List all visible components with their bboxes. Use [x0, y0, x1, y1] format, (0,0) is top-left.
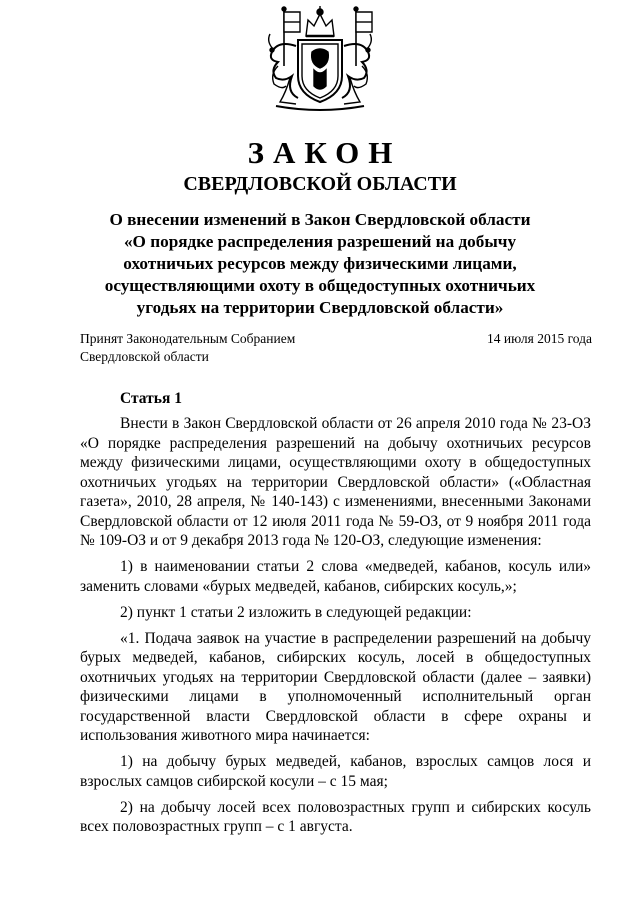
subject-line: охотничьих ресурсов между физическими лицами,	[123, 254, 517, 273]
adoption-date: 14 июля 2015 года	[487, 331, 592, 346]
adoption-body-line: Принят Законодательным Собранием	[80, 331, 296, 346]
article-body	[80, 414, 591, 843]
law-subject	[80, 209, 560, 319]
subject-line: О внесении изменений в Закон Свердловской области	[109, 210, 531, 229]
article-heading: Статья 1	[120, 390, 182, 407]
adoption-body	[80, 330, 295, 366]
article-paragraph: «1. Подача заявок на участие в распределении разрешений на добычу бурых медведей, кабанов, сибирских косуль, лосей в общедоступных охотничьих угодьях на территории Свердловской области (далее – заявки) физическими лицами в уполномоченный исполнительный орган государственной власти Свердловской области в сфере охраны и использования животного мира начинается:	[80, 629, 591, 744]
subject-line: «О порядке распределения разрешений на добычу	[123, 232, 517, 251]
law-region-title: СВЕРДЛОВСКОЙ ОБЛАСТИ	[183, 173, 457, 195]
law-title: ЗАКОН	[247, 135, 402, 170]
article-paragraph: 2) пункт 1 статьи 2 изложить в следующей редакции:	[120, 603, 472, 621]
subject-line: осуществляющими охоту в общедоступных охотничьих	[104, 276, 536, 295]
article-paragraph: 1) на добычу бурых медведей, кабанов, взрослых самцов лося и взрослых самцов сибирской косули – с 15 мая;	[80, 753, 591, 790]
article-paragraph: 2) на добычу лосей всех половозрастных групп и сибирских косуль всех половозрастных групп – с 1 августа.	[80, 798, 591, 835]
subject-line: угодьях на территории Свердловской области»	[136, 298, 504, 317]
adoption-body-line: Свердловской области	[80, 349, 209, 364]
article-paragraph: 1) в наименовании статьи 2 слова «медведей, кабанов, косуль или» заменить словами «бурых медведей, кабанов, сибирских косуль,»;	[80, 558, 591, 595]
article-paragraph: Внести в Закон Свердловской области от 26 апреля 2010 года № 23-ОЗ «О порядке распределения разрешений на добычу охотничьих ресурсов между физическими лицами, осуществляющими охоту в общедоступных охотничьих угодьях на территории Свердловской области» («Областная газета», 2010, 28 апреля, № 140-143) с изменениями, внесенными Законами Свердловской области от 12 июля 2011 года № 59-ОЗ, от 9 ноября 2011 года № 109-ОЗ и от 9 декабря 2013 года № 120-ОЗ, следующие изменения:	[80, 415, 591, 549]
coat-of-arms-icon	[256, 6, 384, 116]
